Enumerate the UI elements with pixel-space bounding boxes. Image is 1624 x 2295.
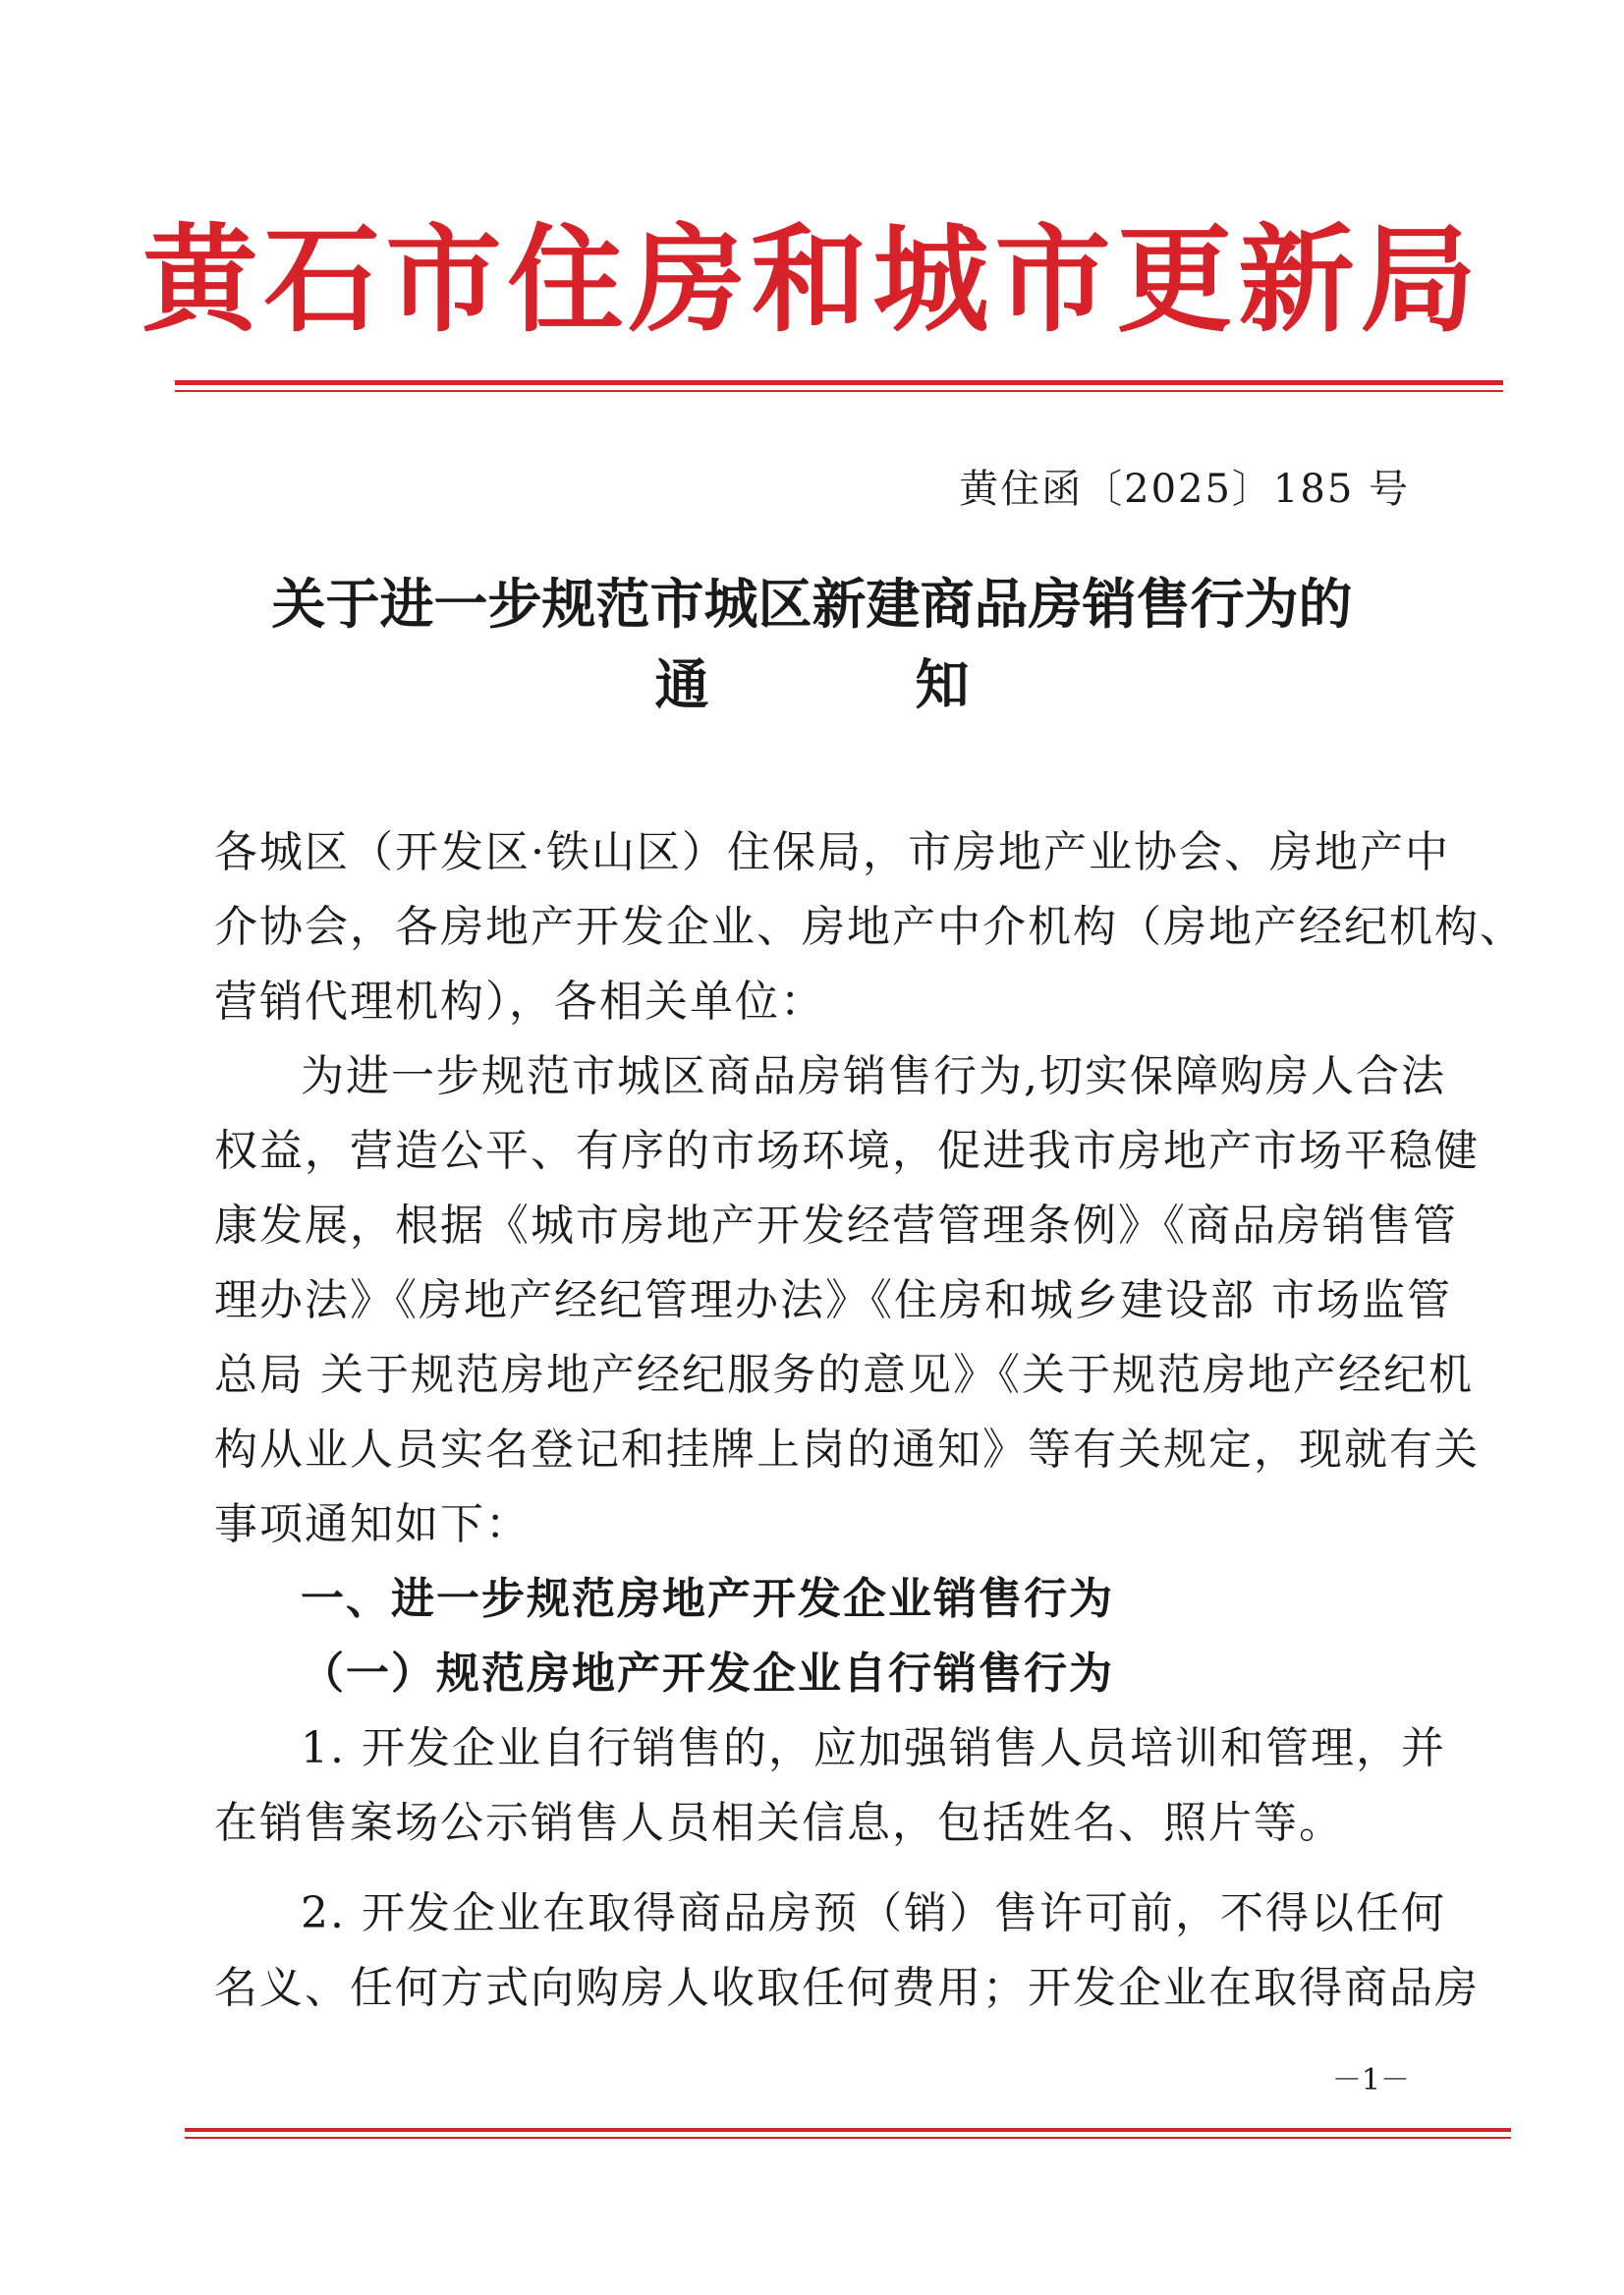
body-line: 构从业人员实名登记和挂牌上岗的通知》等有关规定，现就有关 xyxy=(214,1425,1480,1475)
body-line: 在销售案场公示销售人员相关信息，包括姓名、照片等。 xyxy=(214,1798,1344,1848)
document-title-line2 xyxy=(0,644,1624,725)
title-char-tong: 通 xyxy=(654,652,709,716)
body-line: 总局 关于规范房地产经纪服务的意见》《关于规范房地产经纪机 xyxy=(214,1350,1474,1400)
title-char-zhi: 知 xyxy=(915,652,970,716)
section-heading: 一、进一步规范房地产开发企业销售行为 xyxy=(301,1574,1114,1624)
document-title xyxy=(0,564,1624,725)
subsection-heading: （一）规范房地产开发企业自行销售行为 xyxy=(301,1649,1114,1699)
body-line: 理办法》《房地产经纪管理办法》《住房和城乡建设部 市场监管 xyxy=(214,1275,1452,1325)
body-line: 为进一步规范市城区商品房销售行为,切实保障购房人合法 xyxy=(301,1051,1446,1101)
document-number: 黄住函〔2025〕185 号 xyxy=(959,467,1410,512)
page-number: －1－ xyxy=(1331,2063,1410,2098)
footer-divider-thin xyxy=(185,2137,1511,2139)
body-line: 各城区（开发区·铁山区）住保局，市房地产业协会、房地产中 xyxy=(214,827,1450,877)
body-line: 康发展，根据《城市房地产开发经营管理条例》《商品房销售管 xyxy=(214,1201,1458,1251)
agency-letterhead: 黄石市住房和城市更新局 xyxy=(141,211,1483,348)
document-title-line1: 关于进一步规范市城区新建商品房销售行为的 xyxy=(271,572,1353,636)
body-line: 2. 开发企业在取得商品房预（销）售许可前，不得以任何 xyxy=(301,1888,1446,1938)
letterhead-divider-thin xyxy=(175,390,1503,392)
body-line: 事项通知如下： xyxy=(214,1499,531,1549)
body-line: 介协会，各房地产开发企业、房地产中介机构（房地产经纪机构、 xyxy=(214,902,1525,952)
body-line: 名义、任何方式向购房人收取任何费用；开发企业在取得商品房 xyxy=(214,1963,1480,2013)
body-line: 权益，营造公平、有序的市场环境，促进我市房地产市场平稳健 xyxy=(214,1126,1480,1176)
body-line: 营销代理机构），各相关单位： xyxy=(214,977,825,1027)
letterhead-divider-thick xyxy=(175,380,1503,385)
body-line: 1. 开发企业自行销售的，应加强销售人员培训和管理，并 xyxy=(301,1723,1446,1773)
footer-divider-thick xyxy=(185,2128,1511,2132)
